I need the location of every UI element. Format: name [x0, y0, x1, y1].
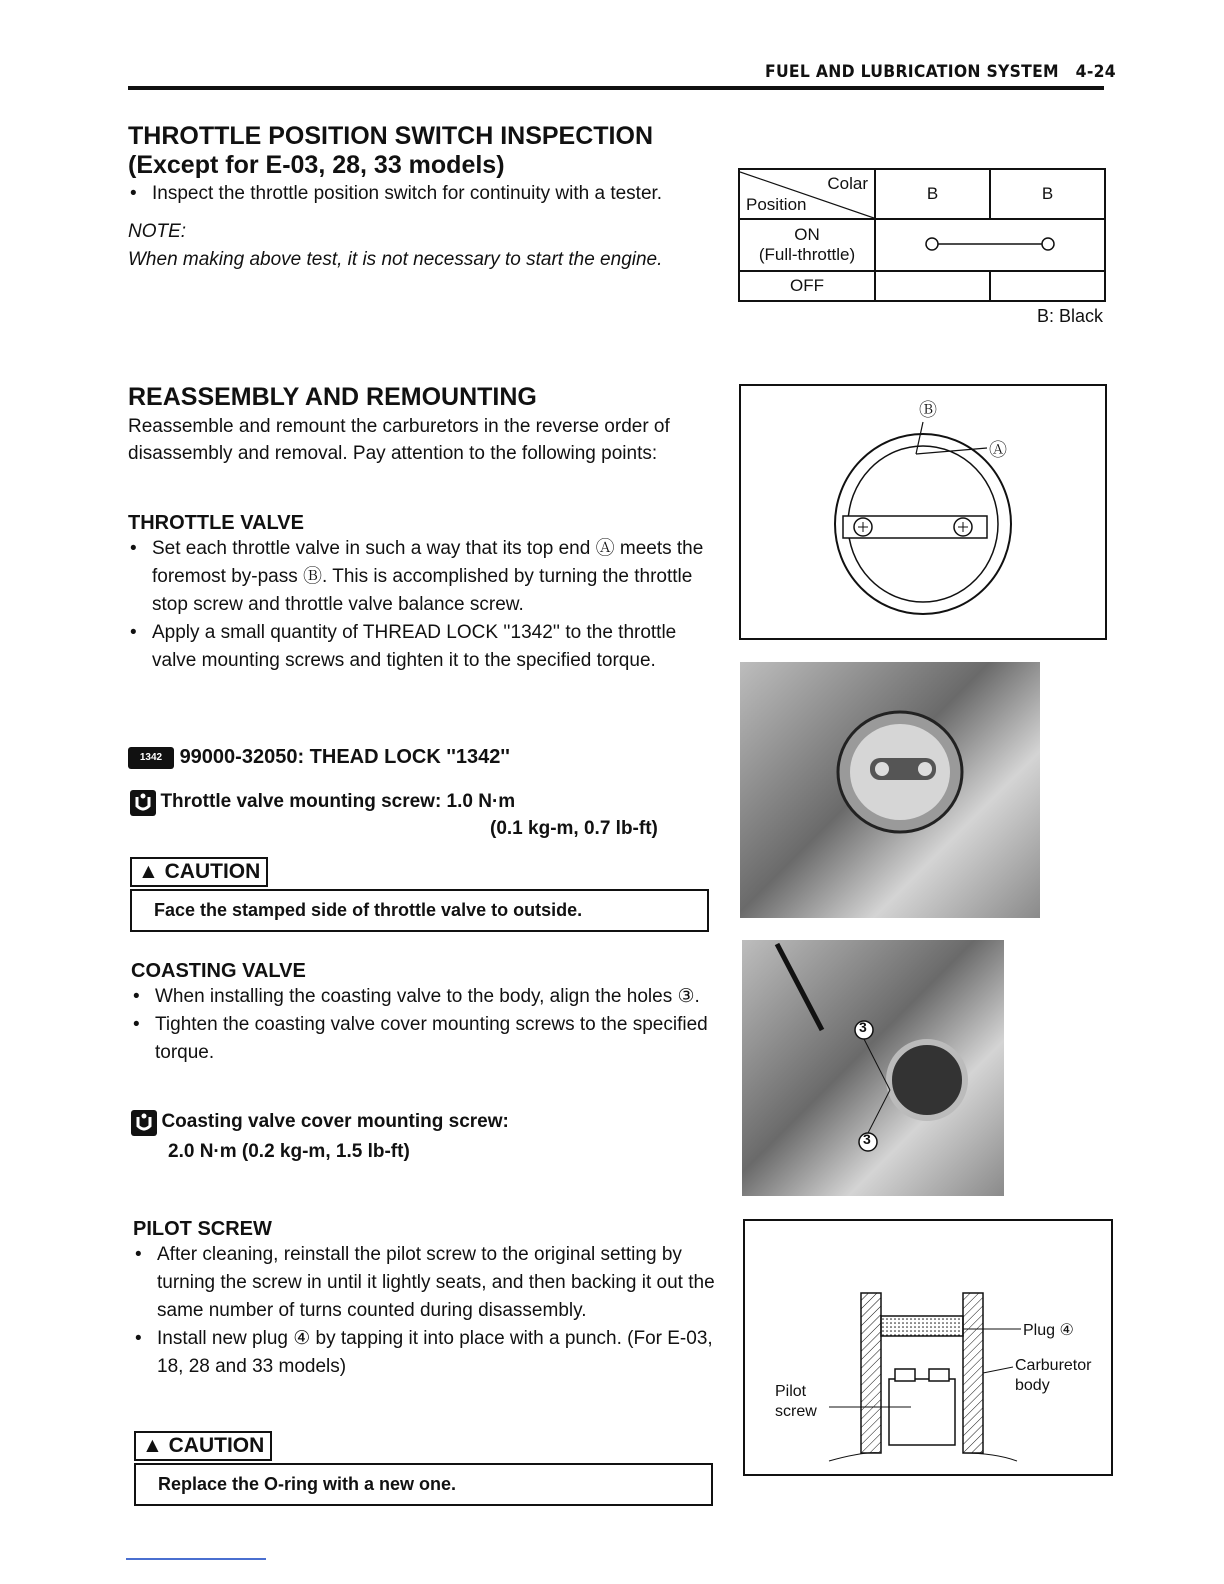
thread-lock-text: 99000-32050: THEAD LOCK ''1342'' [179, 746, 510, 768]
note-label: NOTE: [128, 221, 187, 242]
pilot-bullet-2: • Install new plug ④ by tapping it into place with a punch. (For E-03, 18, 28 and 33 models) [133, 1325, 718, 1381]
caution-box-2: Replace the O-ring with a new one. [134, 1463, 713, 1506]
coasting-section [131, 960, 716, 1067]
torque-wrench-icon [131, 1110, 157, 1136]
plug-label: Plug ④ [1023, 1322, 1074, 1339]
thread-lock-spec [128, 746, 510, 769]
carburetor-photo-drawing-1 [740, 662, 1040, 918]
label-b: Ⓑ [919, 400, 937, 420]
note-text: When making above test, it is not necessary to start the engine. [128, 249, 663, 270]
caution-label-2: ▲ CAUTION [134, 1431, 272, 1461]
throttle-bullet-2: • Apply a small quantity of THREAD LOCK ''1342'' to the throttle valve mounting screws and tighten it to the specified torque. [128, 619, 713, 675]
throttle-valve-section [128, 512, 713, 675]
colar-label: Colar [827, 174, 868, 193]
caution-label-1: ▲ CAUTION [130, 857, 268, 887]
running-header [765, 62, 1116, 82]
carburetor-label-1: Carburetor [1015, 1357, 1092, 1374]
col-header-2: B [990, 169, 1105, 219]
thread-lock-icon: 1342 [128, 747, 174, 769]
continuity-indicator [875, 219, 1105, 271]
throttle-valve-drawing [741, 386, 1105, 638]
tps-title-line1: THROTTLE POSITION SWITCH INSPECTION [128, 122, 653, 150]
torque-wrench-icon [130, 790, 156, 816]
throttle-valve-title: THROTTLE VALVE [128, 512, 304, 534]
row-on-label: ON (Full-throttle) [739, 219, 875, 271]
hole-label-bottom: 3 [863, 1131, 871, 1147]
coasting-torque-label: Coasting valve cover mounting screw: [161, 1111, 509, 1133]
coasting-bullet-1: • When installing the coasting valve to the body, align the holes ③. [131, 983, 716, 1011]
row-off-label: OFF [739, 271, 875, 301]
caution-box-1: Face the stamped side of throttle valve to outside. [130, 889, 709, 932]
pilot-bullet-1: • After cleaning, reinstall the pilot screw to the original setting by turning the screw in until it lightly seats, and then backing it out the same number of turns counted during disassembly. [133, 1241, 718, 1325]
cell-off-1 [875, 271, 990, 301]
table-corner-cell [739, 169, 875, 219]
throttle-torque-sub: (0.1 kg-m, 0.7 lb-ft) [490, 818, 658, 839]
reassembly-section [128, 383, 713, 467]
hole-label-top: 3 [859, 1019, 867, 1035]
pilot-label-2: screw [775, 1403, 817, 1420]
tps-title-line2: (Except for E-03, 28, 33 models) [128, 151, 505, 179]
reassembly-title: REASSEMBLY AND REMOUNTING [128, 383, 537, 411]
pilot-title: PILOT SCREW [133, 1218, 272, 1240]
throttle-torque-label: Throttle valve mounting screw: 1.0 N·m [160, 791, 516, 813]
pilot-screw-drawing [745, 1221, 1111, 1474]
coasting-bullet-2: • Tighten the coasting valve cover mounting screws to the specified torque. [131, 1011, 716, 1067]
pilot-screw-diagram [743, 1219, 1113, 1476]
coasting-torque-value: 2.0 N·m (0.2 kg-m, 1.5 lb-ft) [168, 1141, 410, 1162]
coasting-title: COASTING VALVE [131, 960, 306, 982]
warning-triangle-icon: ▲ [142, 1434, 163, 1457]
warning-triangle-icon: ▲ [138, 860, 159, 883]
header-rule [128, 86, 1104, 90]
carburetor-photo-2 [742, 940, 1004, 1196]
cell-off-2 [990, 271, 1105, 301]
page-number: 4-24 [1075, 62, 1116, 82]
throttle-bullet-1: • Set each throttle valve in such a way that its top end Ⓐ meets the foremost by-pass Ⓑ. This is accomplished by turning the throttle stop screw and throttle valve balance screw. [128, 535, 713, 619]
carburetor-label-2: body [1015, 1377, 1050, 1394]
reassembly-intro: Reassemble and remount the carburetors in the reverse order of disassembly and removal. Pay attention to the following points: [128, 416, 670, 464]
col-header-1: B [875, 169, 990, 219]
tps-section [128, 122, 718, 274]
carburetor-photo-1 [740, 662, 1040, 918]
carburetor-photo-drawing-2 [742, 940, 1004, 1196]
position-label: Position [746, 195, 807, 214]
pilot-section [133, 1218, 718, 1381]
continuity-line [876, 220, 1104, 270]
label-a: Ⓐ [989, 440, 1007, 460]
table-legend: B: Black [1036, 306, 1103, 326]
coasting-torque-spec [131, 1110, 509, 1136]
header-title: FUEL AND LUBRICATION SYSTEM [765, 62, 1059, 82]
throttle-valve-diagram [739, 384, 1107, 640]
pilot-label-1: Pilot [775, 1383, 807, 1400]
tps-bullet: • Inspect the throttle position switch for continuity with a tester. [128, 180, 718, 208]
footer-rule [126, 1558, 266, 1560]
continuity-table [738, 168, 1106, 302]
throttle-torque-spec [130, 790, 515, 816]
